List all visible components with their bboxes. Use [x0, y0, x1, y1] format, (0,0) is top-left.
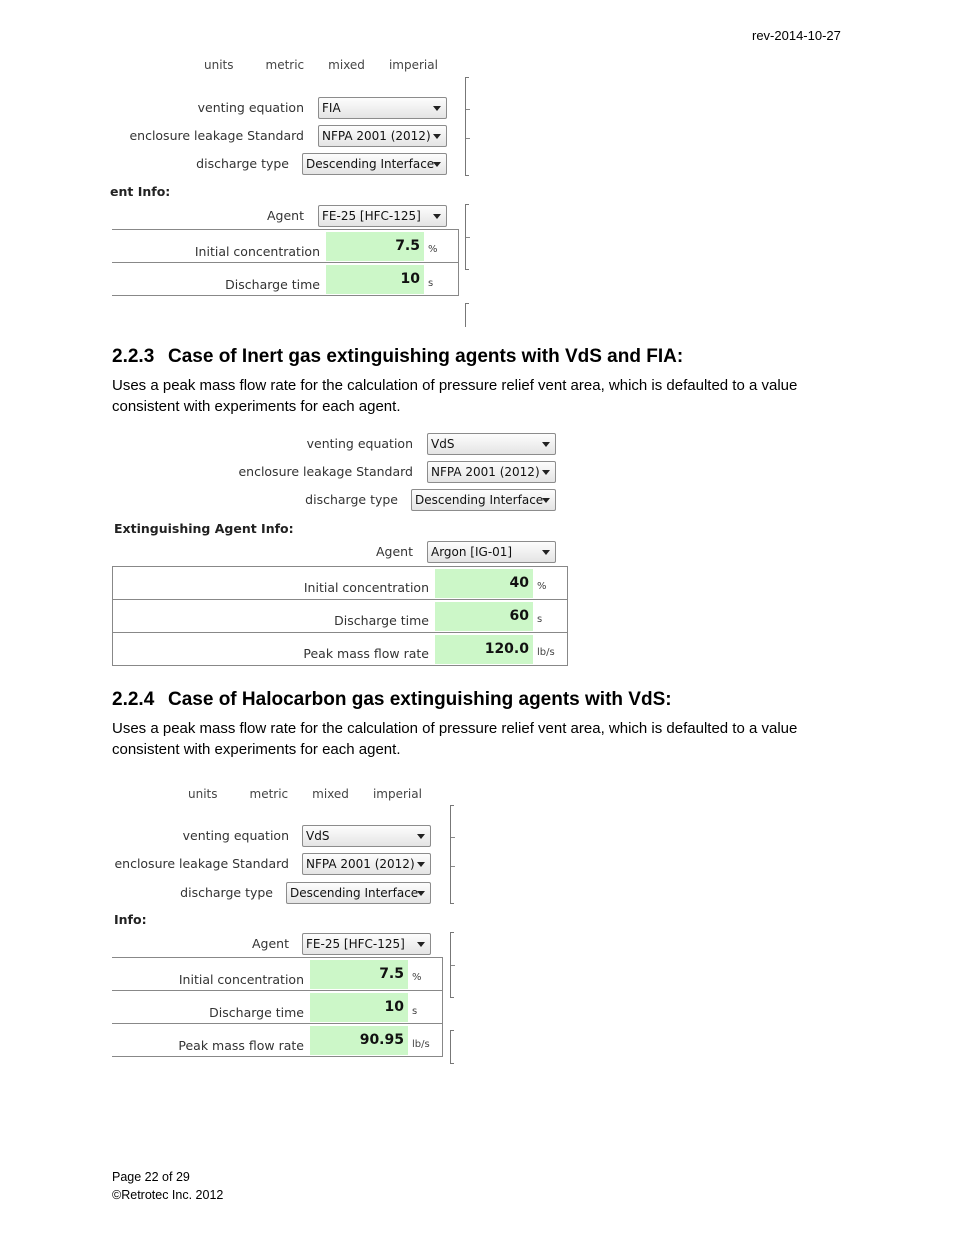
chevron-down-icon: [433, 106, 441, 111]
copyright: ©Retrotec Inc. 2012: [112, 1188, 224, 1202]
section-body-223: Uses a peak mass flow rate for the calculation of pressure relief vent area, which is defaulted to a value consistent with experiments for each agent.: [112, 377, 798, 415]
chevron-down-icon: [542, 498, 550, 503]
bracket: [465, 303, 469, 327]
discharge-type-label: discharge type: [196, 156, 289, 171]
settings-bracket: [465, 77, 469, 176]
agent-select[interactable]: FE-25 [HFC-125]: [318, 205, 447, 227]
agent-info-heading: Extinguishing Agent Info:: [114, 521, 294, 536]
units-row-cropped: units metric mixed imperial: [188, 787, 422, 801]
unit-label: lb/s: [537, 647, 555, 658]
initial-concentration-label: Initial concentration: [178, 972, 304, 987]
bracket: [450, 1030, 454, 1064]
venting-equation-label: venting equation: [197, 100, 304, 115]
discharge-type-select[interactable]: Descending Interface: [286, 882, 431, 904]
settings-bracket: [450, 805, 454, 904]
discharge-time-label: Discharge time: [225, 277, 320, 292]
revision-label: rev-2014-10-27: [752, 28, 841, 43]
agent-label: Agent: [252, 936, 289, 951]
chevron-down-icon: [433, 214, 441, 219]
agent-info-heading: ent Info:: [110, 184, 171, 199]
leakage-standard-label: enclosure leakage Standard: [114, 856, 289, 871]
section-heading-224: 2.2.4 Case of Halocarbon gas extinguishing agents with VdS:: [112, 689, 672, 710]
initial-concentration-value: 40: [509, 575, 529, 591]
page-number: Page 22 of 29: [112, 1170, 190, 1184]
leakage-standard-select[interactable]: NFPA 2001 (2012): [427, 461, 556, 483]
section-body-224: Uses a peak mass flow rate for the calculation of pressure relief vent area, which is defaulted to a value consistent with experiments for each agent.: [112, 720, 798, 758]
agent-label: Agent: [376, 544, 413, 559]
venting-equation-select[interactable]: VdS: [302, 825, 431, 847]
agent-select[interactable]: FE-25 [HFC-125]: [302, 933, 431, 955]
discharge-type-label: discharge type: [305, 492, 398, 507]
initial-concentration-label: Initial concentration: [194, 244, 320, 259]
chevron-down-icon: [542, 470, 550, 475]
unit-label: %: [428, 244, 438, 255]
initial-concentration-value: 7.5: [395, 238, 420, 254]
discharge-time-value: 10: [384, 999, 404, 1015]
chevron-down-icon: [417, 834, 425, 839]
venting-equation-label: venting equation: [182, 828, 289, 843]
peak-mass-flow-value: 120.0: [484, 641, 529, 657]
leakage-standard-label: enclosure leakage Standard: [129, 128, 304, 143]
leakage-standard-label: enclosure leakage Standard: [238, 464, 413, 479]
page-footer: [112, 1168, 223, 1204]
initial-concentration-value: 7.5: [379, 966, 404, 982]
unit-label: %: [412, 972, 422, 983]
agent-info-heading: Info:: [114, 912, 147, 927]
discharge-time-value: 60: [509, 608, 529, 624]
discharge-time-label: Discharge time: [334, 613, 429, 628]
leakage-standard-select[interactable]: NFPA 2001 (2012): [318, 125, 447, 147]
unit-label: %: [537, 581, 547, 592]
discharge-type-select[interactable]: Descending Interface: [302, 153, 447, 175]
venting-equation-label: venting equation: [306, 436, 413, 451]
agent-label: Agent: [267, 208, 304, 223]
discharge-time-label: Discharge time: [209, 1005, 304, 1020]
chevron-down-icon: [433, 162, 441, 167]
unit-label: s: [428, 278, 434, 289]
chevron-down-icon: [417, 891, 425, 896]
unit-label: lb/s: [412, 1039, 430, 1050]
discharge-type-select[interactable]: Descending Interface: [411, 489, 556, 511]
unit-label: s: [537, 614, 543, 625]
chevron-down-icon: [433, 134, 441, 139]
chevron-down-icon: [542, 442, 550, 447]
section-heading-223: 2.2.3 Case of Inert gas extinguishing agents with VdS and FIA:: [112, 346, 684, 367]
chevron-down-icon: [417, 942, 425, 947]
chevron-down-icon: [417, 862, 425, 867]
unit-label: s: [412, 1006, 418, 1017]
agent-select[interactable]: Argon [IG-01]: [427, 541, 556, 563]
initial-concentration-label: Initial concentration: [303, 580, 429, 595]
peak-mass-flow-label: Peak mass flow rate: [178, 1038, 304, 1053]
venting-equation-select[interactable]: VdS: [427, 433, 556, 455]
discharge-type-label: discharge type: [180, 885, 273, 900]
chevron-down-icon: [542, 550, 550, 555]
leakage-standard-select[interactable]: NFPA 2001 (2012): [302, 853, 431, 875]
discharge-time-value: 10: [400, 271, 420, 287]
peak-mass-flow-value: 90.95: [359, 1032, 404, 1048]
units-row-cropped: units metric mixed imperial: [204, 58, 438, 72]
venting-equation-select[interactable]: FIA: [318, 97, 447, 119]
peak-mass-flow-label: Peak mass flow rate: [303, 646, 429, 661]
